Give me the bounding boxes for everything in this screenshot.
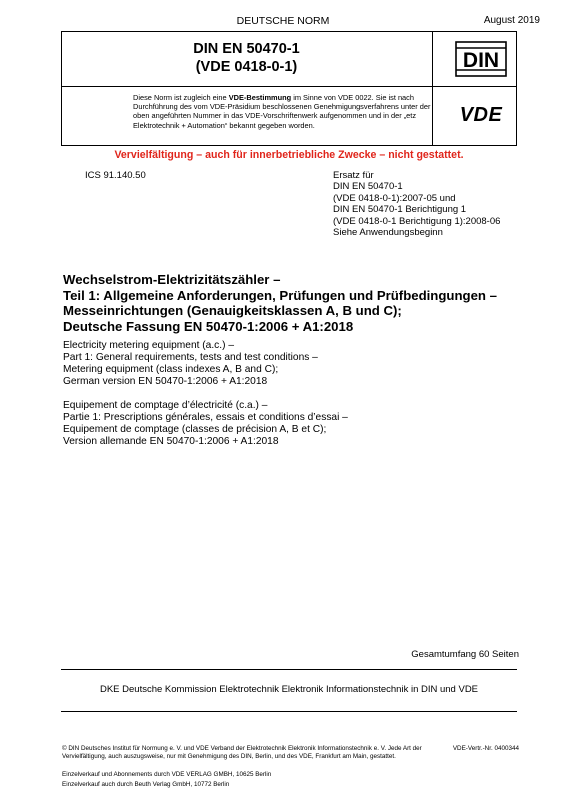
replacement-line: Ersatz für [333, 170, 374, 181]
frame-bottom-line [61, 145, 517, 146]
german-title [63, 272, 497, 334]
replacement-line: (VDE 0418-0-1 Berichtigung 1):2008-06 [333, 215, 501, 227]
dke-bottom-line [61, 711, 517, 712]
vde-logo-text: VDE [459, 104, 503, 125]
sales-line: Einzelverkauf und Abonnements durch VDE VERLAG GMBH, 10625 Berlin [62, 771, 272, 778]
notice-text-1: Diese Norm ist zugleich eine [133, 93, 229, 102]
dke-line: DKE Deutsche Kommission Elektrotechnik Elektronik Informationstechnik in DIN und VDE [99, 684, 479, 695]
din-logo [455, 41, 507, 77]
sales-line: Einzelverkauf auch durch Beuth Verlag GmbH, 10772 Berlin [62, 781, 230, 788]
reproduction-notice: Vervielfältigung – auch für innerbetriebliche Zwecke – nicht gestattet. [114, 149, 464, 161]
standard-number-block [61, 40, 432, 76]
vde-notice [133, 93, 435, 130]
notice-text-2: im Sinne von VDE 0022. Sie ist nach Durchführung des vom VDE-Präsidium beschlossenen Genehmigungsverfahrens unter der oben angeführten Nummer in das VDE-Vorschriftenwerk aufgenommen und in der „etz Elektrotechnik + Automation“ bekannt gegeben worden. [133, 93, 431, 130]
din-logo-text: DIN [462, 49, 500, 72]
frame-middle-line [61, 86, 517, 87]
french-title-line: Version allemande EN 50470-1:2006 + A1:2018 [63, 436, 279, 447]
standard-number: DIN EN 50470-1 [193, 41, 300, 57]
ics-code: ICS 91.140.50 [85, 170, 146, 181]
german-title-line: Teil 1: Allgemeine Anforderungen, Prüfungen und Prüfbedingungen – [63, 287, 497, 303]
publication-date: August 2019 [483, 15, 540, 26]
english-title-line: German version EN 50470-1:2006 + A1:2018 [63, 376, 268, 387]
replacement-info [333, 170, 500, 238]
english-title-line: Electricity metering equipment (a.c.) – [63, 340, 234, 351]
english-title-line: Part 1: General requirements, tests and test conditions – [63, 352, 318, 363]
copyright-notice: © DIN Deutsches Institut für Normung e. V. und VDE Verband der Elektrotechnik Elektronik Informationstechnik e. V. Jede Art der Vervielfältigung, auch auszugsweise, nur mit Genehmigung des DIN, Berlin, und des VDE, Frankfurt am Main, gestattet. [62, 745, 422, 760]
german-title-line: Messeinrichtungen (Genauigkeitsklassen A, B und C); [63, 303, 402, 319]
frame-top-line [61, 31, 517, 32]
total-pages: Gesamtumfang 60 Seiten [411, 649, 519, 660]
order-number: VDE-Vertr.-Nr. 0400344 [452, 745, 519, 752]
french-title-line: Equipement de comptage d’électricité (c.a.) – [63, 400, 268, 411]
vde-classification: (VDE 0418-0-1) [195, 59, 298, 75]
english-title [63, 340, 318, 388]
frame-right-line [516, 31, 517, 146]
replacement-line: Siehe Anwendungsbeginn [333, 227, 443, 239]
replacement-line: (VDE 0418-0-1):2007-05 und [333, 192, 456, 204]
french-title [63, 400, 348, 448]
notice-bold: VDE-Bestimmung [228, 93, 292, 102]
french-title-line: Partie 1: Prescriptions générales, essais et conditions d’essai – [63, 412, 348, 423]
replacement-line: DIN EN 50470-1 Berichtigung 1 [333, 204, 467, 216]
german-title-line: Deutsche Fassung EN 50470-1:2006 + A1:2018 [63, 318, 354, 334]
french-title-line: Equipement de comptage (classes de précision A, B et C); [63, 424, 327, 435]
sales-info [62, 770, 271, 790]
replacement-line: DIN EN 50470-1 [333, 181, 403, 193]
english-title-line: Metering equipment (class indexes A, B and C); [63, 364, 279, 375]
vde-logo [448, 103, 514, 125]
dke-top-line [61, 669, 517, 670]
document-type: DEUTSCHE NORM [236, 15, 330, 27]
german-title-line: Wechselstrom-Elektrizitätszähler – [63, 272, 281, 287]
